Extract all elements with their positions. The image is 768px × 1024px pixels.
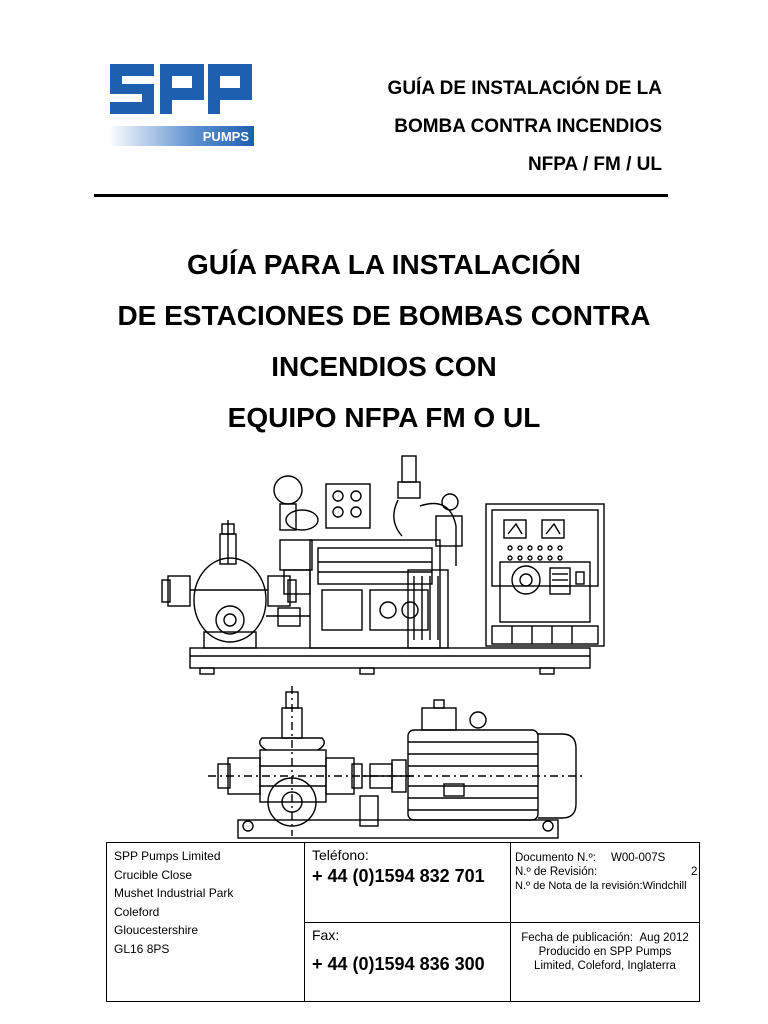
header-line-1: GUÍA DE INSTALACIÓN DE LA <box>387 78 662 99</box>
electric-pump-set-drawing <box>208 686 588 840</box>
header-line-3: NFPA / FM / UL <box>527 154 662 175</box>
header-title <box>388 75 662 189</box>
produced-by: Producido en SPP Pumps <box>538 946 672 958</box>
revision-note-label: N.º de Nota de la revisión: <box>515 880 643 892</box>
document-title <box>0 243 768 447</box>
fax-number: + 44 (0)1594 836 300 <box>312 954 485 974</box>
address-line-5: Gloucestershire <box>114 923 199 938</box>
address-line-2: Crucible Close <box>114 867 193 882</box>
title-line-1: GUÍA PARA LA INSTALACIÓN <box>186 249 582 280</box>
company-address <box>107 843 305 1001</box>
revision-label: N.º de Revisión: <box>515 866 598 878</box>
title-line-3: INCENDIOS CON <box>271 351 497 382</box>
address-line-3: Mushet Industrial Park <box>114 886 234 901</box>
publication-date: Aug 2012 <box>639 932 689 944</box>
title-line-2: DE ESTACIONES DE BOMBAS CONTRA <box>117 300 651 331</box>
document-number-cell <box>511 843 699 923</box>
title-line-4: EQUIPO NFPA FM O UL <box>227 402 541 433</box>
spp-pumps-logo <box>108 62 254 146</box>
document-info-table <box>106 842 700 1002</box>
address-line-4: Coleford <box>114 904 160 919</box>
header-divider <box>94 194 668 197</box>
telephone-number: + 44 (0)1594 832 701 <box>312 866 485 886</box>
publication-cell <box>511 923 699 1001</box>
publication-label: Fecha de publicación: <box>521 932 634 944</box>
logo-pumps-text: PUMPS <box>202 129 249 144</box>
diesel-pump-set-drawing <box>160 450 612 678</box>
produced-location: Limited, Coleford, Inglaterra <box>534 960 676 972</box>
revision-note-value: Windchill <box>642 880 687 892</box>
doc-number-label: Documento N.º: <box>515 852 596 864</box>
header-line-2: BOMBA CONTRA INCENDIOS <box>394 116 662 137</box>
fax-label: Fax: <box>312 927 340 943</box>
doc-number-value: W00-007S <box>611 852 666 864</box>
fax-cell <box>305 923 511 1001</box>
telephone-label: Teléfono: <box>312 847 369 863</box>
revision-value: 2 <box>691 866 698 878</box>
address-line-1: SPP Pumps Limited <box>114 849 221 863</box>
address-line-6: GL16 8PS <box>114 941 170 956</box>
telephone-cell <box>305 843 511 923</box>
